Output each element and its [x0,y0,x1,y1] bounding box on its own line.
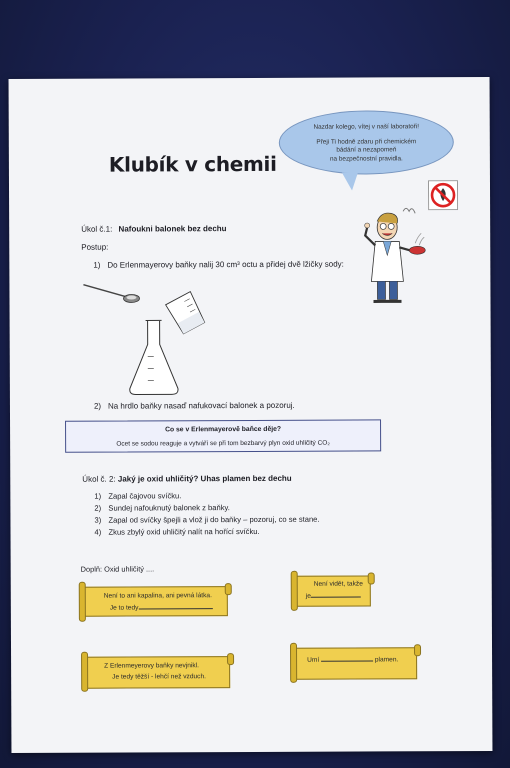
scroll-text: Umí [307,656,320,664]
fill-in-label: Doplň: Oxid uhličitý .... [80,564,155,574]
list-item [94,526,319,539]
speech-bubble [279,110,454,175]
step-text: Sundej nafouknutý balonek z baňky. [108,503,230,513]
list-item [94,502,319,515]
task2-heading [82,474,291,484]
task2-steps [94,490,319,539]
list-item [94,514,319,527]
task1-heading [81,224,226,234]
list-item [94,490,319,503]
info-box-text: Ocet se sodou reaguje a vytváří se při tom bezbarvý plyn oxid uhličitý CO₂ [116,439,330,448]
task1-step-1 [93,260,344,270]
spoon-illustration [81,278,151,308]
task1-title: Nafoukni balonek bez dechu [118,224,227,234]
procedure-label: Postup: [81,242,109,252]
worksheet-paper [9,77,493,753]
step-text: Do Erlenmayerovy baňky nalij 30 cm³ octu a přidej dvě lžičky sody: [107,259,344,270]
info-box-heading: Co se v Erlenmayerově baňce děje? [165,425,282,434]
scroll-text: Z Erlenmeyerovy baňky nevjnikl. [104,662,200,670]
scroll-text: Je to tedy [109,604,139,612]
step-number: 2) [94,503,102,513]
scroll-text: Je tedy těžší - lehčí než vzduch. [112,673,206,681]
answer-blank[interactable] [311,590,361,598]
step-text: Zapal čajovou svíčku. [108,491,182,501]
bubble-line-4: na bezpečnostní pravidla. [329,154,403,163]
fill-in-scroll-3 [85,656,230,689]
scroll-text: Není vidět, takže [313,580,363,588]
scroll-text: je [305,592,311,600]
info-box [65,419,381,452]
task2-title: Jaký je oxid uhličitý? Uhas plamen bez dechu [117,473,292,484]
step-number: 4) [94,527,102,537]
step-number: 1) [93,260,101,270]
task1-label: Úkol č.1: [81,224,113,234]
task1-step-2 [94,401,295,411]
bubble-line-2: Přeji Ti hodně zdaru při chemickém [316,137,417,146]
step-number: 1) [94,491,102,501]
scroll-text: Není to ani kapalina, ani pevná látka. [103,592,212,600]
step-text: Zapal od svíčky špejli a vlož ji do baňky – pozoruj, co se stane. [108,514,320,525]
step-number: 3) [94,515,102,525]
scientist-illustration [361,205,429,305]
answer-blank[interactable] [321,653,373,661]
worksheet-title: Klubík v chemii [108,151,277,177]
speech-bubble-tail [342,173,358,191]
erlenmeyer-flask-illustration [126,318,182,396]
step-text: Zkus zbylý oxid uhličitý nalít na hořící svíčku. [108,526,260,537]
step-number: 2) [93,401,102,411]
step-text: Na hrdlo baňky nasaď nafukovací balonek a pozoruj. [107,400,295,411]
task2-label: Úkol č. 2: [82,474,116,484]
no-fire-sign-icon [428,180,458,210]
fill-in-scroll-4 [294,647,417,680]
scroll-text: plamen. [374,656,399,664]
fill-in-scroll-1 [83,586,228,617]
bubble-line-1: Nazdar kolego, vítej v naší laboratoři! [313,123,420,131]
answer-blank[interactable] [138,601,212,609]
bubble-line-3: bádání a nezapomeň [336,146,397,154]
fill-in-scroll-2 [295,575,371,606]
